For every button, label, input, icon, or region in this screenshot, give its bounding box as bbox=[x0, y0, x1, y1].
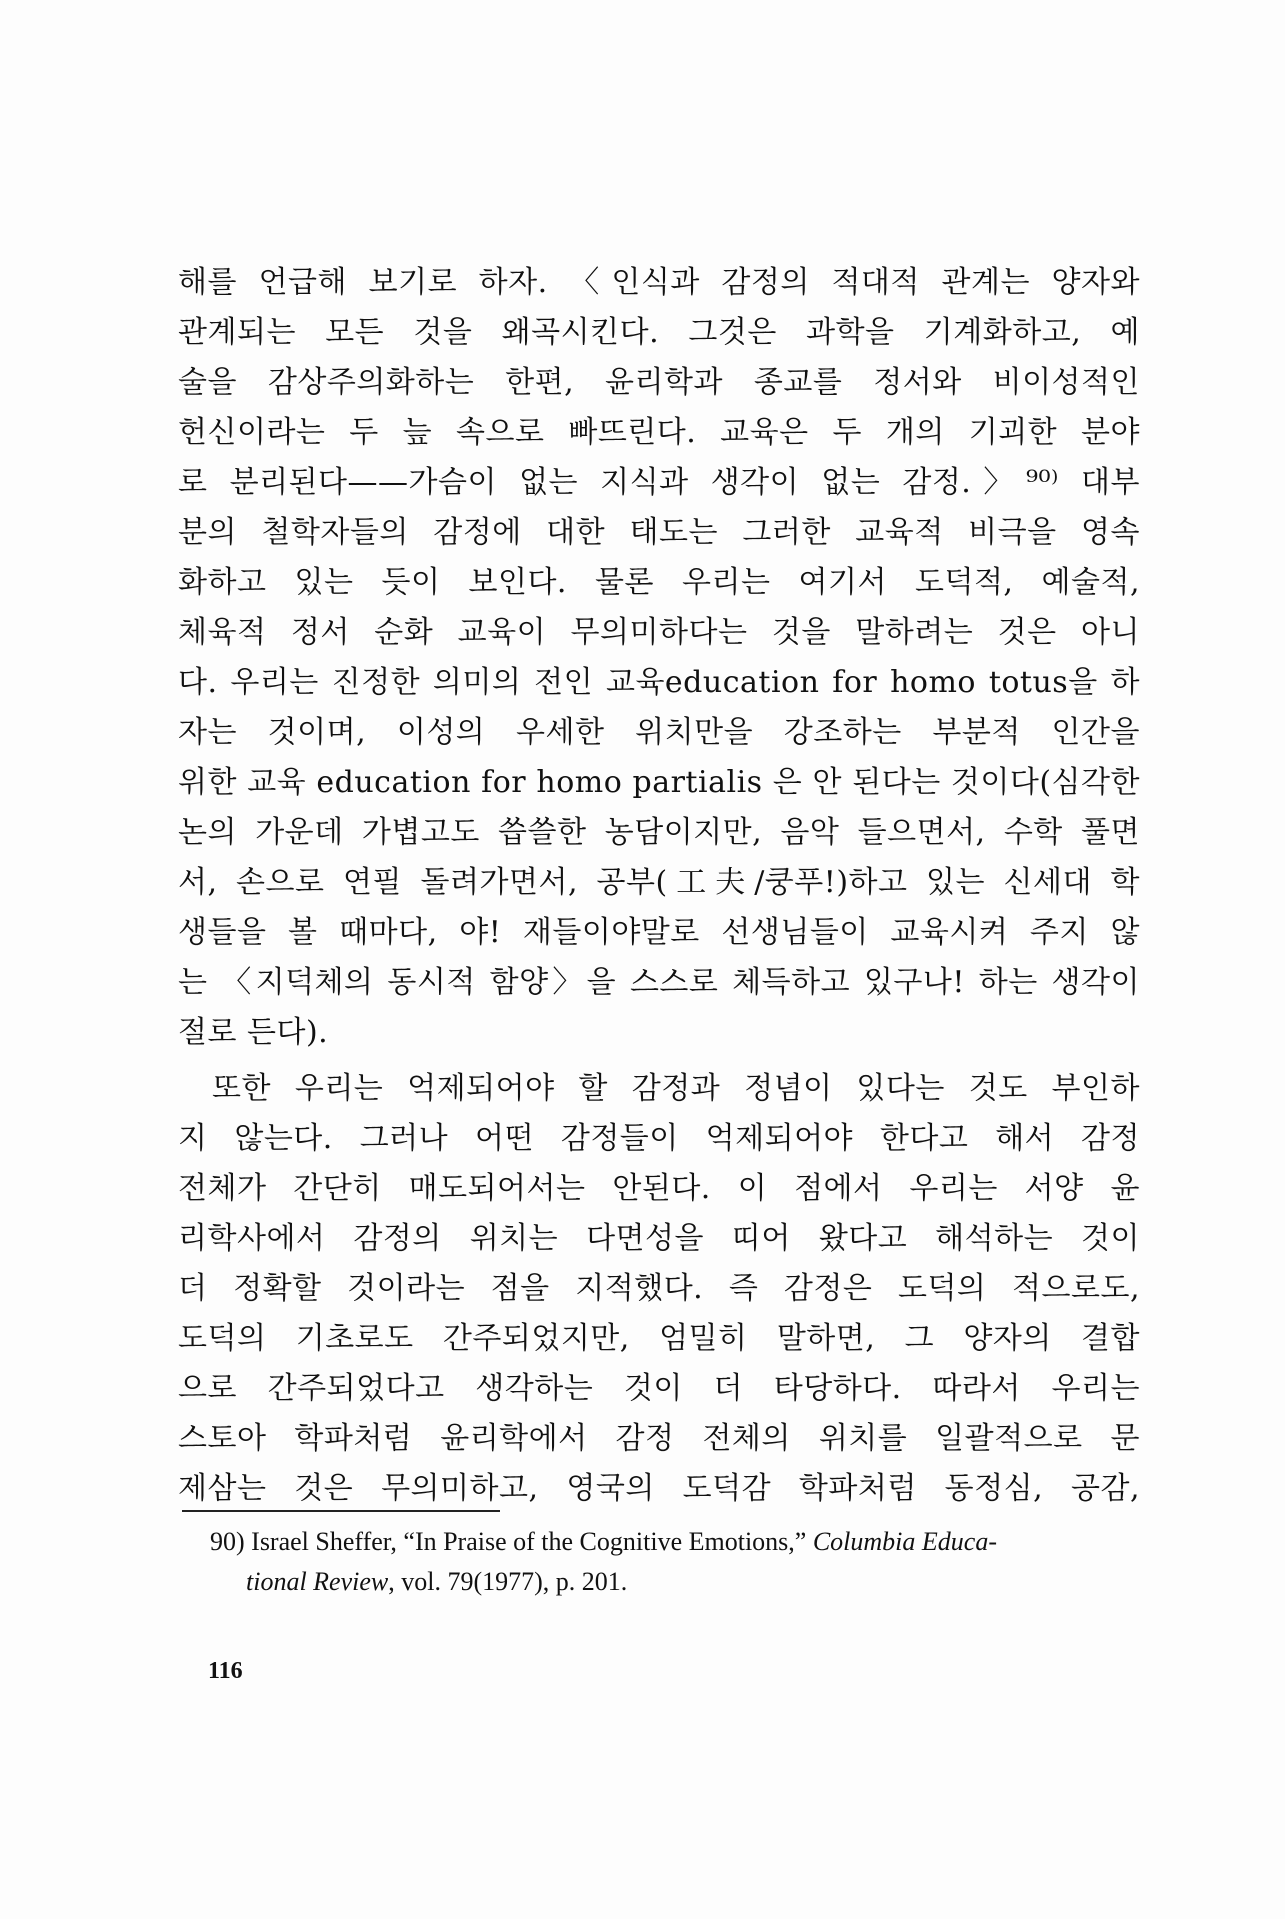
text-line: 서, 손으로 연필 돌려가면서, 공부(工夫/쿵푸!)하고 있는 신세대 학 bbox=[178, 865, 1140, 900]
text-line: 제삼는 것은 무의미하고, 영국의 도덕감 학파처럼 동정심, 공감, bbox=[178, 1471, 1140, 1506]
text-line: 술을 감상주의화하는 한편, 윤리학과 종교를 정서와 비이성적인 bbox=[178, 365, 1140, 400]
text-line: 로 분리된다——가슴이 없는 지식과 생각이 없는 감정.〉⁹⁰⁾ 대부 bbox=[178, 465, 1140, 500]
footnote-divider bbox=[182, 1510, 500, 1512]
footnote-line-1 bbox=[210, 1522, 1140, 1562]
text-line: 으로 간주되었다고 생각하는 것이 더 타당하다. 따라서 우리는 bbox=[178, 1371, 1140, 1406]
footnote-journal-title-cont: tional Review bbox=[246, 1567, 389, 1596]
text-line: 체육적 정서 순화 교육이 무의미하다는 것을 말하려는 것은 아니 bbox=[178, 615, 1140, 650]
text-line: 리학사에서 감정의 위치는 다면성을 띠어 왔다고 해석하는 것이 bbox=[178, 1221, 1140, 1256]
text-line: 자는 것이며, 이성의 우세한 위치만을 강조하는 부분적 인간을 bbox=[178, 715, 1140, 750]
text-line: 논의 가운데 가볍고도 씁쓸한 농담이지만, 음악 들으면서, 수학 풀면 bbox=[178, 815, 1140, 850]
text-line: 더 정확할 것이라는 점을 지적했다. 즉 감정은 도덕의 적으로도, bbox=[178, 1271, 1140, 1306]
footnote-volume-info: , vol. 79(1977), p. 201. bbox=[388, 1567, 628, 1596]
text-line: 는 〈지덕체의 동시적 함양〉을 스스로 체득하고 있구나! 하는 생각이 bbox=[178, 965, 1140, 1000]
text-line: 위한 교육 education for homo partialis 은 안 된다는 것이다(심각한 bbox=[178, 765, 1140, 800]
text-line: 해를 언급해 보기로 하자. 〈인식과 감정의 적대적 관계는 양자와 bbox=[178, 265, 1140, 300]
text-line: 도덕의 기초로도 간주되었지만, 엄밀히 말하면, 그 양자의 결합 bbox=[178, 1321, 1140, 1356]
text-line: 절로 든다). bbox=[178, 1015, 329, 1050]
text-line: 분의 철학자들의 감정에 대한 태도는 그러한 교육적 비극을 영속 bbox=[178, 515, 1140, 550]
text-line: 전체가 간단히 매도되어서는 안된다. 이 점에서 우리는 서양 윤 bbox=[178, 1171, 1140, 1206]
body-text bbox=[178, 258, 1140, 1514]
footnote-citation-text: 90) Israel Sheffer, “In Praise of the Cognitive Emotions,” bbox=[210, 1527, 813, 1556]
text-line: 화하고 있는 듯이 보인다. 물론 우리는 여기서 도덕적, 예술적, bbox=[178, 565, 1140, 600]
footnote-line-2 bbox=[210, 1562, 1140, 1602]
paragraph-2 bbox=[178, 1064, 1140, 1514]
footnote-90 bbox=[210, 1522, 1140, 1602]
text-line: 또한 우리는 억제되어야 할 감정과 정념이 있다는 것도 부인하 bbox=[212, 1071, 1140, 1106]
text-line: 헌신이라는 두 늪 속으로 빠뜨린다. 교육은 두 개의 기괴한 분야 bbox=[178, 415, 1140, 450]
paragraph-1 bbox=[178, 258, 1140, 1058]
text-line: 다. 우리는 진정한 의미의 전인 교육education for homo totus을 하 bbox=[178, 665, 1140, 700]
text-line: 스토아 학파처럼 윤리학에서 감정 전체의 위치를 일괄적으로 문 bbox=[178, 1421, 1140, 1456]
footnote-journal-title: Columbia Educa- bbox=[812, 1527, 997, 1556]
page-number: 116 bbox=[208, 1658, 243, 1684]
text-line: 지 않는다. 그러나 어떤 감정들이 억제되어야 한다고 해서 감정 bbox=[178, 1121, 1140, 1156]
text-line: 관계되는 모든 것을 왜곡시킨다. 그것은 과학을 기계화하고, 예 bbox=[178, 315, 1140, 350]
text-line: 생들을 볼 때마다, 야! 재들이야말로 선생님들이 교육시켜 주지 않 bbox=[178, 915, 1140, 950]
